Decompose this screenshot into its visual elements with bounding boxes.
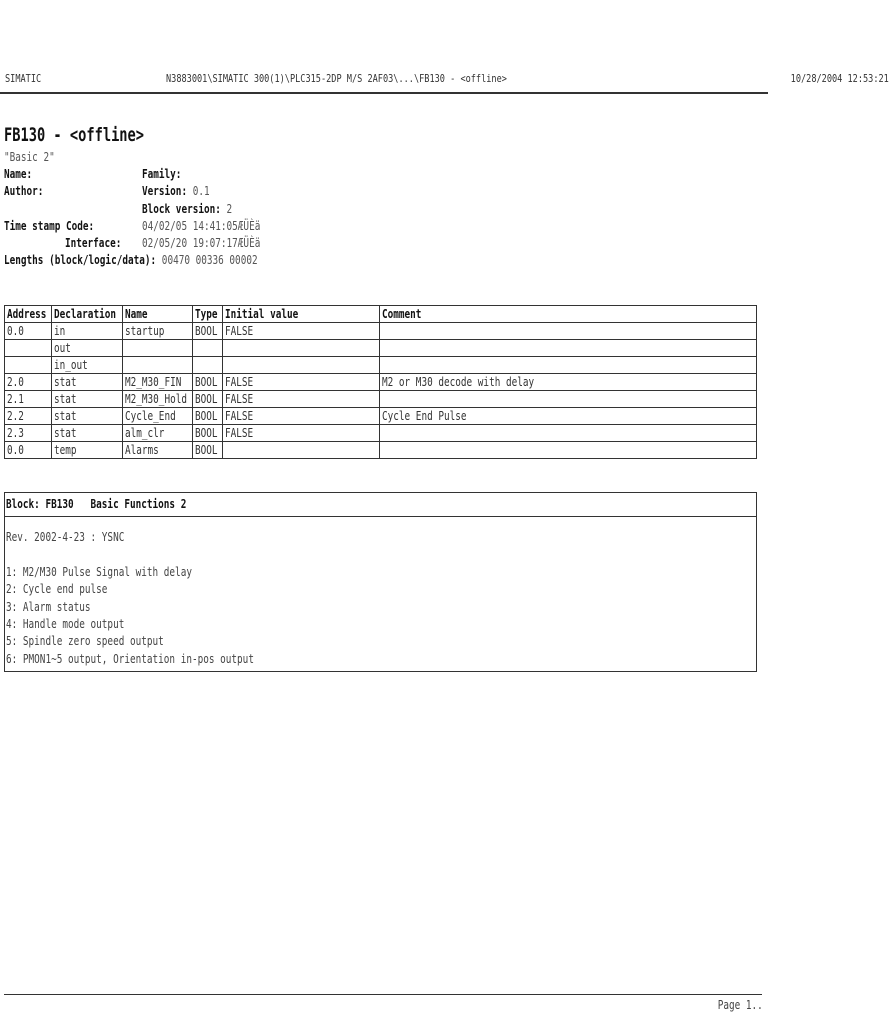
cell: stat [52,391,123,408]
cell: FALSE [223,391,380,408]
version-value: 0.1 [192,184,210,198]
table-row [5,425,757,442]
cell: stat [52,408,123,425]
cell: FALSE [223,408,380,425]
cell: M2_M30_Hold [123,391,193,408]
cell: out [52,340,123,357]
comment-line: 6: PMON1~5 output, Orientation in-pos output [6,651,254,666]
cell: BOOL [193,425,223,442]
cell [223,442,380,459]
cell: M2_M30_FIN [123,374,193,391]
cell: Cycle End Pulse [380,408,757,425]
comment-line: 5: Spindle zero speed output [6,634,164,649]
lengths-row: Lengths (block/logic/data): 00470 00336 00002 [4,253,258,267]
cell [380,442,757,459]
cell: 2.1 [5,391,52,408]
cell [5,340,52,357]
cell [123,340,193,357]
cell: FALSE [223,323,380,340]
comment-line: 2: Cycle end pulse [6,582,108,597]
footer-rule [4,994,762,995]
family-label: Family: [142,167,182,181]
cell: M2 or M30 decode with delay [380,374,757,391]
table-row [5,442,757,459]
block-comment-header: Block: FB130 Basic Functions 2 [5,493,756,517]
col-comment-header: Comment [380,306,757,323]
page-number: Page 1.. [717,998,763,1012]
comment-line: 4: Handle mode output [6,616,125,631]
cell: FALSE [223,374,380,391]
cell: 2.3 [5,425,52,442]
cell [193,340,223,357]
cell [380,391,757,408]
table-row [5,323,757,340]
cell [223,340,380,357]
block-comment-body [5,517,756,668]
cell: Alarms [123,442,193,459]
cell [380,323,757,340]
cell: in_out [52,357,123,374]
comment-line: 3: Alarm status [6,599,91,614]
comment-line [6,546,756,563]
cell: Cycle_End [123,408,193,425]
version-row: Version: 0.1 [142,184,210,198]
block-version-row: Block version: 2 [142,202,233,216]
cell [5,357,52,374]
cell: in [52,323,123,340]
name-label: Name: [4,167,33,181]
col-type-header: Type [193,306,223,323]
comment-line: 1: M2/M30 Pulse Signal with delay [6,564,192,579]
table-header-row [5,306,757,323]
lengths-value: 00470 00336 00002 [161,253,258,267]
cell: FALSE [223,425,380,442]
cell: startup [123,323,193,340]
cell [380,425,757,442]
cell: 0.0 [5,323,52,340]
cell: 2.0 [5,374,52,391]
cell: stat [52,374,123,391]
cell [193,357,223,374]
table-row [5,391,757,408]
cell: BOOL [193,408,223,425]
block-version-value: 2 [226,202,233,216]
cell [380,357,757,374]
table-row [5,374,757,391]
cell: BOOL [193,374,223,391]
cell [223,357,380,374]
table-row [5,357,757,374]
cell: 2.2 [5,408,52,425]
interface-label: Interface: [65,236,122,250]
block-subtitle: "Basic 2" [4,150,55,164]
block-comment-box [4,492,757,672]
declaration-table [4,305,757,459]
interface-value: 02/05/20 19:07:17ÆÜÈä [142,236,261,250]
col-name-header: Name [123,306,193,323]
cell: alm_clr [123,425,193,442]
comment-line: Rev. 2002-4-23 : YSNC [6,530,125,544]
col-address-header: Address [5,306,52,323]
cell: stat [52,425,123,442]
author-label: Author: [4,184,44,198]
timestamp-value: 04/02/05 14:41:05ÆÜÈä [142,219,261,233]
page-header: SIMATIC N3883001\SIMATIC 300(1)\PLC315-2DP M/S 2AF03\...\FB130 - <offline> 10/28/2004 12:53:21 [0,72,768,94]
timestamp-label: Time stamp Code: [4,219,95,233]
cell: 0.0 [5,442,52,459]
col-initial-value-header: Initial value [223,306,380,323]
table-row [5,408,757,425]
cell: BOOL [193,442,223,459]
block-title: FB130 - <offline> [4,124,145,146]
cell: temp [52,442,123,459]
cell: BOOL [193,323,223,340]
cell [123,357,193,374]
cell: BOOL [193,391,223,408]
col-declaration-header: Declaration [52,306,123,323]
table-row [5,340,757,357]
cell [380,340,757,357]
